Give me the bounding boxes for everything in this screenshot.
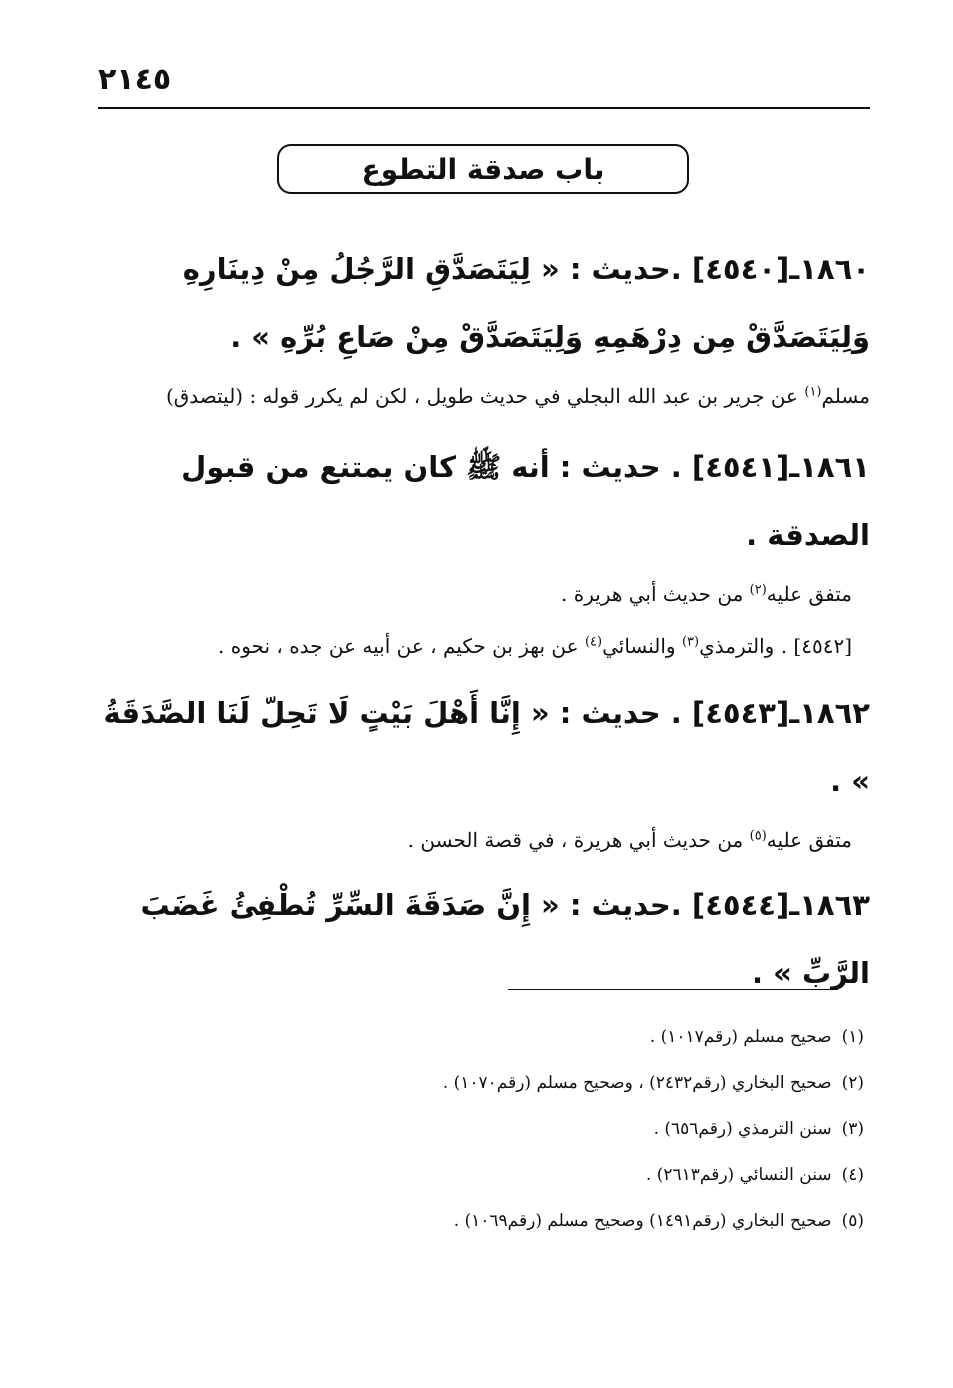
- footnote-ref: (١): [804, 384, 822, 400]
- footnote-item: [98, 1106, 864, 1152]
- hadith-note: متفق عليه$^{(٢)}$ من حديث أبي هريرة .: [561, 582, 852, 606]
- hadith-text: أنه ﷺ كان يمتنع من قبول الصدقة .: [181, 450, 870, 552]
- footnote-text: صحيح البخاري (رقم١٤٩١) وصحيح مسلم (رقم١٠٦٩) .: [453, 1211, 832, 1231]
- chapter-heading-box: [277, 144, 689, 194]
- hadith-text: « إِنَّ صَدَقَةَ السِّرِّ تُطْفِئُ غَضَبَ الرَّبِّ » .: [140, 888, 870, 990]
- footnote-ref: (٣): [681, 634, 700, 650]
- hadith-number: ١٨٦٢: [799, 696, 870, 730]
- page-number: ٢١٤٥: [98, 62, 172, 97]
- footnote-item: [98, 1060, 864, 1106]
- header-rule: [98, 107, 870, 109]
- footnote-ref: (٤): [584, 634, 603, 650]
- hadith-entry: ١٨٦٠ـ[٤٥٤٠] .حديث : « لِيَتَصَدَّقِ الرَّجُلُ مِنْ دِينَارِهِ وَلِيَتَصَدَّقْ مِن دِرْهَمِهِ وَلِيَتَصَدَّقْ مِنْ صَاعِ بُرِّهِ » .: [182, 252, 870, 354]
- main-content: [98, 235, 870, 1007]
- footnote-text: سنن الترمذي (رقم٦٥٦) .: [653, 1119, 832, 1139]
- hadith-ref: [٤٥٤٠]: [691, 252, 790, 286]
- footnote-item: [98, 1198, 864, 1244]
- footnote-mark: (٥): [841, 1211, 864, 1231]
- footnote-mark: (٢): [841, 1073, 864, 1093]
- hadith-text: « إِنَّا أَهْلَ بَيْتٍ لَا تَحِلّ لَنَا الصَّدَقَةُ » .: [103, 696, 870, 798]
- hadith-entry: ١٨٦١ـ[٤٥٤١] . حديث : أنه ﷺ كان يمتنع من قبول الصدقة .: [181, 450, 870, 552]
- hadith-label: حديث: [581, 696, 661, 730]
- footnote-text: صحيح مسلم (رقم١٠١٧) .: [649, 1027, 832, 1047]
- hadith-ref: [٤٥٤٤]: [691, 888, 790, 922]
- hadith-label: حديث: [581, 450, 661, 484]
- footnote-mark: (٤): [841, 1165, 864, 1185]
- hadith-ref: [٤٥٤١]: [691, 450, 790, 484]
- footnote-text: سنن النسائي (رقم٢٦١٣) .: [645, 1165, 832, 1185]
- hadith-number: ١٨٦٠: [799, 252, 870, 286]
- hadith-ref: [٤٥٤٣]: [691, 696, 790, 730]
- footnote-rule: [508, 989, 838, 990]
- hadith-number: ١٨٦١: [799, 450, 870, 484]
- hadith-note: متفق عليه$^{(٥)}$ من حديث أبي هريرة ، في قصة الحسن .: [407, 828, 852, 852]
- footnote-item: [98, 1152, 864, 1198]
- hadith-entry: ١٨٦٢ـ[٤٥٤٣] . حديث : « إِنَّا أَهْلَ بَيْتٍ لَا تَحِلّ لَنَا الصَّدَقَةُ » .: [103, 696, 870, 798]
- hadith-number: ١٨٦٣: [799, 888, 870, 922]
- hadith-label: حديث: [591, 252, 671, 286]
- hadith-text: « لِيَتَصَدَّقِ الرَّجُلُ مِنْ دِينَارِهِ وَلِيَتَصَدَّقْ مِن دِرْهَمِهِ وَلِيَتَصَدَّقْ مِنْ صَاعِ بُرِّهِ » .: [182, 252, 870, 354]
- footnotes: [98, 1014, 864, 1244]
- footnote-mark: (٣): [841, 1119, 864, 1139]
- hadith-entry: ١٨٦٣ـ[٤٥٤٤] .حديث : « إِنَّ صَدَقَةَ السِّرِّ تُطْفِئُ غَضَبَ الرَّبِّ » .: [140, 888, 870, 990]
- footnote-ref: (٥): [749, 828, 767, 844]
- footnote-text: صحيح البخاري (رقم٢٤٣٢) ، وصحيح مسلم (رقم١٠٧٠) .: [442, 1073, 832, 1093]
- hadith-note-extra: [٤٥٤٢] . والترمذي$^{(٣)}$ والنسائي$^{(٤)}$ عن بهز بن حكيم ، عن أبيه عن جده ، نحوه .: [218, 634, 852, 658]
- hadith-note: مسلم$^{(١)}$ عن جرير بن عبد الله البجلي في حديث طويل ، لكن لم يكرر قوله : (ليتصدق): [165, 384, 870, 408]
- footnote-ref: (٢): [749, 582, 767, 598]
- hadith-label: حديث: [591, 888, 671, 922]
- chapter-title: باب صدقة التطوع: [361, 152, 605, 186]
- footnote-item: [98, 1014, 864, 1060]
- footnote-mark: (١): [841, 1027, 864, 1047]
